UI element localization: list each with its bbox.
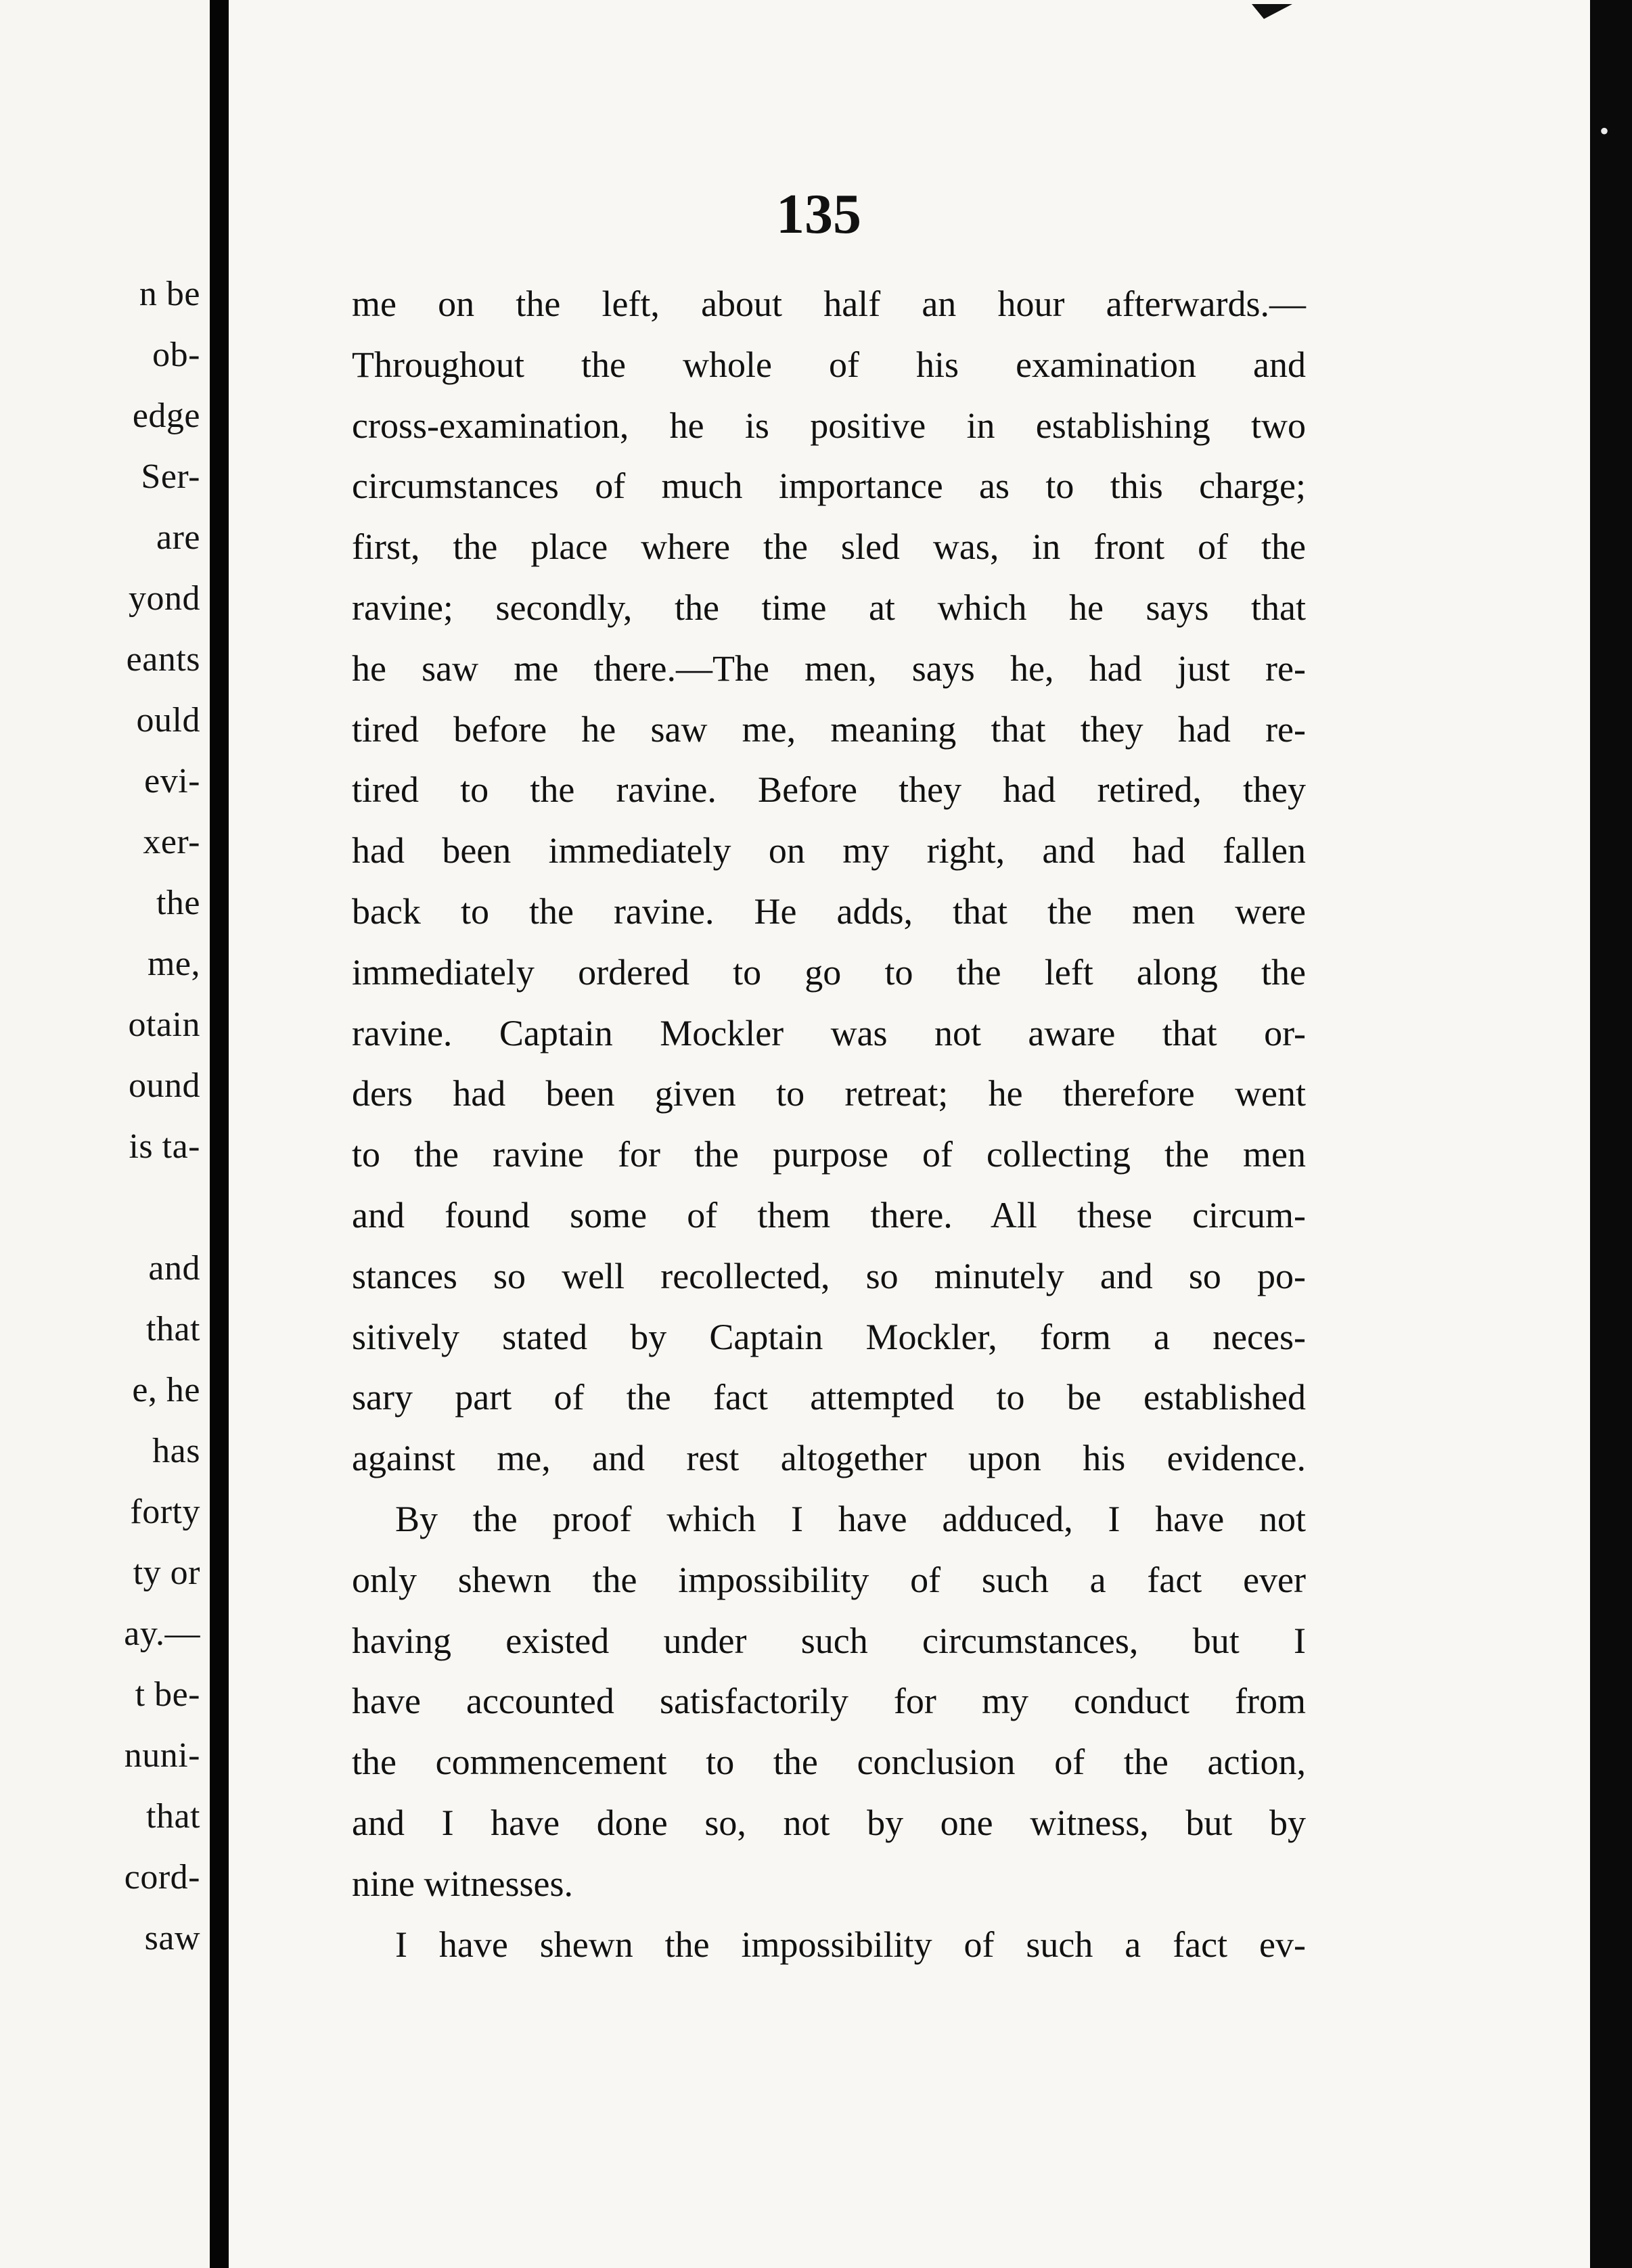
- text-line: have accounted satisfactorily for my conduct from: [352, 1681, 1306, 1722]
- text-line: I have shewn the impossibility of such a fact ev-: [395, 1924, 1306, 1965]
- facing-line: is ta-: [129, 1127, 200, 1166]
- facing-line: t be-: [135, 1675, 200, 1714]
- text-line: sitively stated by Captain Mockler, form a neces-: [352, 1316, 1306, 1357]
- facing-line: xer-: [143, 823, 200, 861]
- facing-line: nuni-: [124, 1736, 200, 1775]
- facing-line: the: [156, 884, 200, 922]
- text-line: he saw me there.—The men, says he, had just re-: [352, 648, 1306, 689]
- facing-line: ay.—: [124, 1614, 200, 1653]
- body-text: [352, 274, 1306, 1975]
- facing-line: n be: [139, 275, 200, 313]
- facing-line: are: [156, 518, 200, 557]
- text-line: to the ravine for the purpose of collecting the men: [352, 1134, 1306, 1175]
- text-line: stances so well recollected, so minutely and so po-: [352, 1255, 1306, 1296]
- facing-line: cord-: [124, 1858, 200, 1897]
- facing-line: that: [146, 1797, 200, 1836]
- text-line: first, the place where the sled was, in front of the: [352, 526, 1306, 568]
- page-number: 135: [776, 183, 861, 246]
- text-line: ravine; secondly, the time at which he says that: [352, 587, 1306, 628]
- facing-line: e, he: [132, 1371, 200, 1409]
- text-line: and found some of them there. All these circum-: [352, 1194, 1306, 1235]
- facing-line: edge: [132, 396, 200, 435]
- text-line: By the proof which I have adduced, I have not: [395, 1498, 1306, 1539]
- facing-line: yond: [129, 579, 200, 618]
- text-line: nine witnesses.: [352, 1863, 573, 1904]
- text-line: Throughout the whole of his examination and: [352, 344, 1306, 385]
- text-line: circumstances of much importance as to this charge;: [352, 466, 1306, 507]
- facing-line: forty: [130, 1493, 200, 1531]
- scan-right-edge: [1590, 0, 1632, 2268]
- text-line: ders had been given to retreat; he therefore went: [352, 1073, 1306, 1114]
- text-line: ravine. Captain Mockler was not aware that or-: [352, 1012, 1306, 1053]
- facing-line: ty or: [133, 1553, 200, 1592]
- text-line: tired before he saw me, meaning that they had re-: [352, 708, 1306, 750]
- text-line: and I have done so, not by one witness, but by: [352, 1802, 1306, 1843]
- text-line: immediately ordered to go to the left along the: [352, 951, 1306, 993]
- text-line: only shewn the impossibility of such a fact ever: [352, 1559, 1306, 1600]
- text-line: sary part of the fact attempted to be established: [352, 1377, 1306, 1418]
- facing-line: ould: [136, 701, 200, 740]
- text-line: had been immediately on my right, and had fallen: [352, 830, 1306, 871]
- facing-line: saw: [144, 1919, 200, 1957]
- text-line: me on the left, about half an hour afterwards.—: [352, 284, 1306, 324]
- facing-line: Ser-: [141, 457, 200, 496]
- facing-line: eants: [126, 640, 200, 679]
- text-line: having existed under such circumstances, but I: [352, 1620, 1306, 1661]
- facing-line: that: [146, 1310, 200, 1348]
- edge-speck: •: [1600, 116, 1610, 146]
- text-line: back to the ravine. He adds, that the men were: [352, 890, 1306, 932]
- facing-line: evi-: [144, 762, 200, 800]
- text-line: tired to the ravine. Before they had retired, they: [352, 769, 1306, 811]
- book-gutter: [210, 0, 229, 2268]
- facing-page-fragment: [0, 0, 210, 2268]
- text-line: against me, and rest altogether upon his evidence.: [352, 1438, 1306, 1479]
- facing-line: otain: [128, 1005, 200, 1044]
- facing-line: ob-: [152, 336, 200, 374]
- facing-line: has: [152, 1432, 200, 1470]
- facing-line: and: [148, 1249, 200, 1288]
- facing-line: me,: [147, 945, 200, 983]
- text-line: the commencement to the conclusion of the action,: [352, 1742, 1306, 1783]
- text-line: cross-examination, he is positive in establishing two: [352, 405, 1306, 446]
- facing-line: ound: [129, 1066, 200, 1105]
